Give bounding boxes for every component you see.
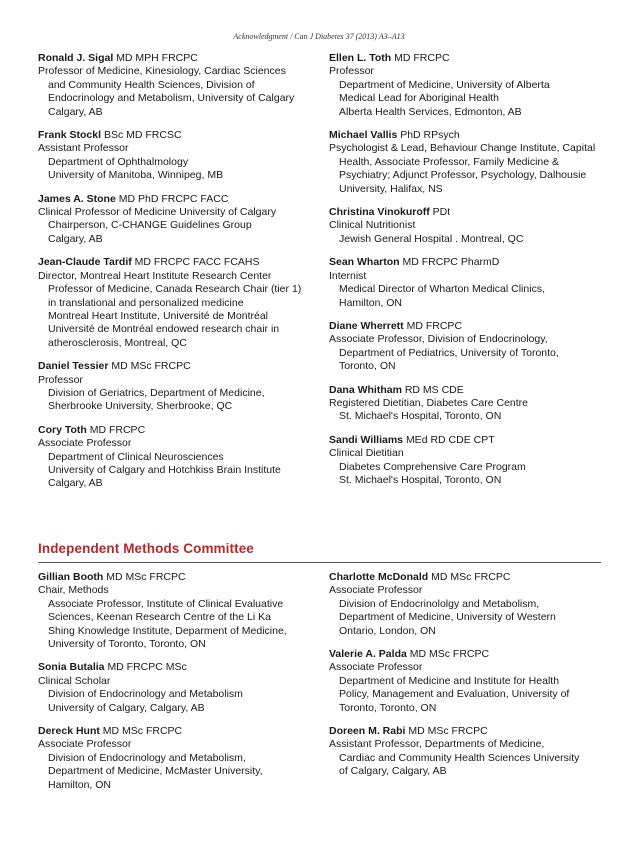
- member-credentials: MD MSc FRCPC: [106, 571, 186, 583]
- member-role: Professor: [38, 373, 83, 386]
- member-role: Clinical Dietitian: [329, 447, 404, 460]
- member-affiliation-line: Toronto, Toronto, ON: [339, 701, 437, 714]
- member-affiliation-line: St. Michael's Hospital, Toronto, ON: [339, 473, 502, 486]
- member-affiliation-line: St. Michael's Hospital, Toronto, ON: [339, 410, 502, 423]
- member-credentials: MD MSc FRCPC: [431, 571, 511, 583]
- member-role: Assistant Professor, Departments of Medicine,: [329, 738, 545, 751]
- member-credentials: BSc MD FRCSC: [103, 129, 182, 142]
- member-entry: [329, 206, 614, 246]
- member-role: Chair, Methods: [38, 584, 109, 597]
- member-affiliation-line: Professor of Medicine, Canada Research Chair (tier 1): [48, 283, 302, 296]
- member-role: Associate Professor: [38, 738, 132, 751]
- member-name-line: [329, 648, 614, 661]
- member-credentials: MD PhD FRCPC FACC: [118, 192, 229, 205]
- member-name-line: [329, 206, 614, 219]
- member-entry: [329, 256, 614, 310]
- member-credentials: MD MPH FRCPC: [116, 52, 198, 64]
- member-credentials: MD MSc FRCPC: [408, 725, 488, 738]
- member-role: Clinical Professor of Medicine University of Calgary: [38, 206, 277, 219]
- member-credentials: MD FRCPC: [406, 319, 463, 332]
- member-affiliation-line: Diabetes Comprehensive Care Program: [339, 460, 526, 473]
- member-entry: [38, 725, 323, 792]
- member-name: Sandi Williams: [329, 433, 404, 446]
- member-name-line: [329, 320, 614, 333]
- member-entry: [38, 571, 323, 651]
- member-affiliation-line: Department of Medicine, McMaster University,: [48, 765, 263, 778]
- member-affiliation-line: Division of Endocrinololgy and Metabolism,: [339, 597, 540, 610]
- member-name-line: [38, 424, 323, 437]
- bottom-left-column: [38, 571, 323, 802]
- member-entry: [38, 256, 323, 350]
- member-entry: [38, 52, 323, 119]
- member-name: Christina Vinokuroff: [329, 206, 430, 219]
- member-credentials: MD MSc FRCPC: [102, 725, 183, 738]
- member-name: Ellen L. Toth: [329, 52, 392, 64]
- member-affiliation-line: Department of Pediatrics, University of Toronto,: [339, 346, 559, 359]
- member-name: Ronald J. Sigal: [38, 52, 114, 64]
- member-affiliation-line: Hamilton, ON: [339, 296, 403, 309]
- member-entry: [38, 424, 323, 491]
- member-affiliation-line: Department of Medicine, University of Western: [339, 611, 556, 624]
- member-affiliation-line: Jewish General Hospital . Montreal, QC: [339, 232, 524, 245]
- member-affiliation-line: Associate Professor, Institute of Clinical Evaluative: [48, 597, 284, 610]
- member-role: Director, Montreal Heart Institute Research Center: [38, 269, 272, 282]
- member-entry: [38, 661, 323, 715]
- member-affiliation-line: Toronto, ON: [339, 360, 396, 373]
- member-affiliation-line: atherosclerosis, Montreal, QC: [48, 336, 187, 349]
- top-right-column: [329, 52, 614, 497]
- member-role: Assistant Professor: [38, 142, 129, 155]
- member-credentials: PDt: [432, 206, 451, 219]
- member-role: Associate Professor: [38, 437, 132, 450]
- member-entry: [38, 360, 323, 414]
- member-name-line: [38, 661, 323, 674]
- member-role: Clinical Scholar: [38, 674, 111, 687]
- member-name: Daniel Tessier: [38, 360, 109, 373]
- member-name: Sean Wharton: [329, 256, 400, 269]
- member-affiliation-line: University of Calgary, Calgary, AB: [48, 701, 205, 714]
- member-name-line: [329, 256, 614, 269]
- member-affiliation-line: Chairperson, C-CHANGE Guidelines Group: [48, 219, 252, 232]
- member-credentials: MD FRCPC PharmD: [402, 256, 500, 269]
- member-role: Internist: [329, 269, 367, 282]
- member-name: Cory Toth: [38, 423, 87, 436]
- member-name: Dana Whitham: [329, 383, 402, 396]
- member-name: Jean-Claude Tardif: [38, 256, 132, 269]
- member-affiliation-line: Division of Endocrinology and Metabolism: [48, 688, 243, 701]
- member-role: Associate Professor: [329, 661, 423, 674]
- member-affiliation-line: Ontario, London, ON: [339, 624, 436, 637]
- section-divider: [38, 562, 601, 563]
- member-affiliation-line: University of Toronto, Toronto, ON: [48, 638, 206, 651]
- member-affiliation-line: Medical Lead for Aboriginal Health: [339, 92, 499, 105]
- member-role: Registered Dietitian, Diabetes Care Centre: [329, 396, 529, 409]
- member-name-line: [38, 193, 323, 206]
- member-entry: [329, 571, 614, 638]
- member-affiliation-line: Department of Medicine, University of Alberta: [339, 78, 550, 91]
- member-affiliation-line: Hamilton, ON: [48, 778, 112, 791]
- member-name: Michael Vallis: [329, 129, 398, 142]
- member-name: Doreen M. Rabi: [329, 725, 406, 738]
- running-head: Acknowledgment / Can J Diabetes 37 (2013) A3–A13: [233, 32, 405, 41]
- member-credentials: MD FRCPC MSc: [107, 661, 187, 674]
- member-name-line: [38, 129, 323, 142]
- member-name-line: [38, 52, 323, 65]
- member-credentials: MEd RD CDE CPT: [405, 433, 495, 446]
- member-entry: [329, 384, 614, 424]
- member-role: Professor of Medicine, Kinesiology, Cardiac Sciences: [38, 65, 286, 78]
- member-name-line: [329, 129, 614, 142]
- member-affiliation-line: Department of Ophthalmology: [48, 155, 189, 168]
- member-affiliation-line: of Calgary, Calgary, AB: [339, 765, 447, 778]
- member-affiliation-line: Sherbrooke University, Sherbrooke, QC: [48, 400, 233, 413]
- member-name: Sonia Butalia: [38, 661, 105, 674]
- bottom-right-column: [329, 571, 614, 789]
- member-credentials: MD MSc FRCPC: [111, 360, 191, 373]
- member-name: Dereck Hunt: [38, 725, 100, 738]
- member-affiliation-line: Department of Medicine and Institute for Health: [339, 674, 560, 687]
- member-affiliation-line: Calgary, AB: [48, 105, 103, 118]
- member-entry: [329, 52, 614, 119]
- member-name-line: [329, 434, 614, 447]
- member-name-line: [38, 256, 323, 269]
- member-role: Psychologist & Lead, Behaviour Change Institute, Capital: [329, 142, 596, 155]
- member-affiliation-line: Cardiac and Community Health Sciences University: [339, 751, 580, 764]
- member-affiliation-line: Division of Geriatrics, Department of Medicine,: [48, 386, 265, 399]
- member-name-line: [329, 52, 614, 65]
- member-name: Valerie A. Palda: [329, 648, 407, 661]
- member-affiliation-line: Department of Clinical Neurosciences: [48, 450, 224, 463]
- member-credentials: RD MS CDE: [404, 383, 464, 396]
- member-name: Charlotte McDonald: [329, 571, 429, 583]
- member-affiliation-line: Université de Montréal endowed research chair in: [48, 323, 280, 336]
- member-entry: [329, 129, 614, 196]
- member-affiliation-line: Calgary, AB: [48, 477, 103, 490]
- member-affiliation-line: Shing Knowledge Institute, Deparment of Medicine,: [48, 624, 287, 637]
- member-name-line: [38, 571, 323, 584]
- member-affiliation-line: Health, Associate Professor, Family Medicine &: [339, 155, 560, 168]
- section-heading: Independent Methods Committee: [38, 541, 254, 556]
- member-name: James A. Stone: [38, 192, 116, 205]
- member-credentials: MD FRCPC: [89, 423, 146, 436]
- member-name: Diane Wherrett: [329, 319, 404, 332]
- member-affiliation-line: University of Manitoba, Winnipeg, MB: [48, 169, 224, 182]
- member-affiliation-line: Alberta Health Services, Edmonton, AB: [339, 105, 522, 118]
- member-credentials: MD MSc FRCPC: [409, 648, 490, 661]
- member-credentials: PhD RPsych: [400, 129, 460, 142]
- member-role: Professor: [329, 65, 374, 78]
- member-affiliation-line: Sciences, Keenan Research Centre of the Li Ka: [48, 611, 271, 624]
- member-affiliation-line: Medical Director of Wharton Medical Clinics,: [339, 283, 545, 296]
- member-affiliation-line: University of Calgary and Hotchkiss Brain Institute: [48, 463, 281, 476]
- member-affiliation-line: Division of Endocrinology and Metabolism,: [48, 751, 246, 764]
- member-entry: [329, 725, 614, 779]
- member-affiliation-line: Calgary, AB: [48, 232, 103, 245]
- member-affiliation-line: Psychiatry; Adjunct Professor, Psychology, Dalhousie: [339, 169, 587, 182]
- member-name-line: [329, 725, 614, 738]
- member-name-line: [38, 360, 323, 373]
- member-affiliation-line: Policy, Management and Evaluation, University of: [339, 688, 570, 701]
- member-credentials: MD FRCPC: [394, 52, 450, 64]
- member-entry: [329, 434, 614, 488]
- member-role: Associate Professor, Division of Endocrinology,: [329, 333, 548, 346]
- member-affiliation-line: University, Halifax, NS: [339, 182, 443, 195]
- member-name: Gillian Booth: [38, 571, 104, 583]
- member-role: Associate Professor: [329, 584, 423, 597]
- top-left-column: [38, 52, 323, 501]
- member-role: Clinical Nutritionist: [329, 219, 416, 232]
- member-affiliation-line: and Community Health Sciences, Division of: [48, 78, 255, 91]
- member-credentials: MD FRCPC FACC FCAHS: [134, 256, 260, 269]
- member-name-line: [329, 384, 614, 397]
- member-name-line: [38, 725, 323, 738]
- member-affiliation-line: Endocrinology and Metabolism, University of Calgary: [48, 92, 295, 105]
- member-affiliation-line: in translational and personalized medicine: [48, 296, 244, 309]
- member-entry: [329, 648, 614, 715]
- member-name: Frank Stockl: [38, 129, 102, 142]
- member-entry: [329, 320, 614, 374]
- member-entry: [38, 193, 323, 247]
- member-affiliation-line: Montreal Heart Institute, Université de Montréal: [48, 309, 269, 322]
- member-name-line: [329, 571, 614, 584]
- member-entry: [38, 129, 323, 183]
